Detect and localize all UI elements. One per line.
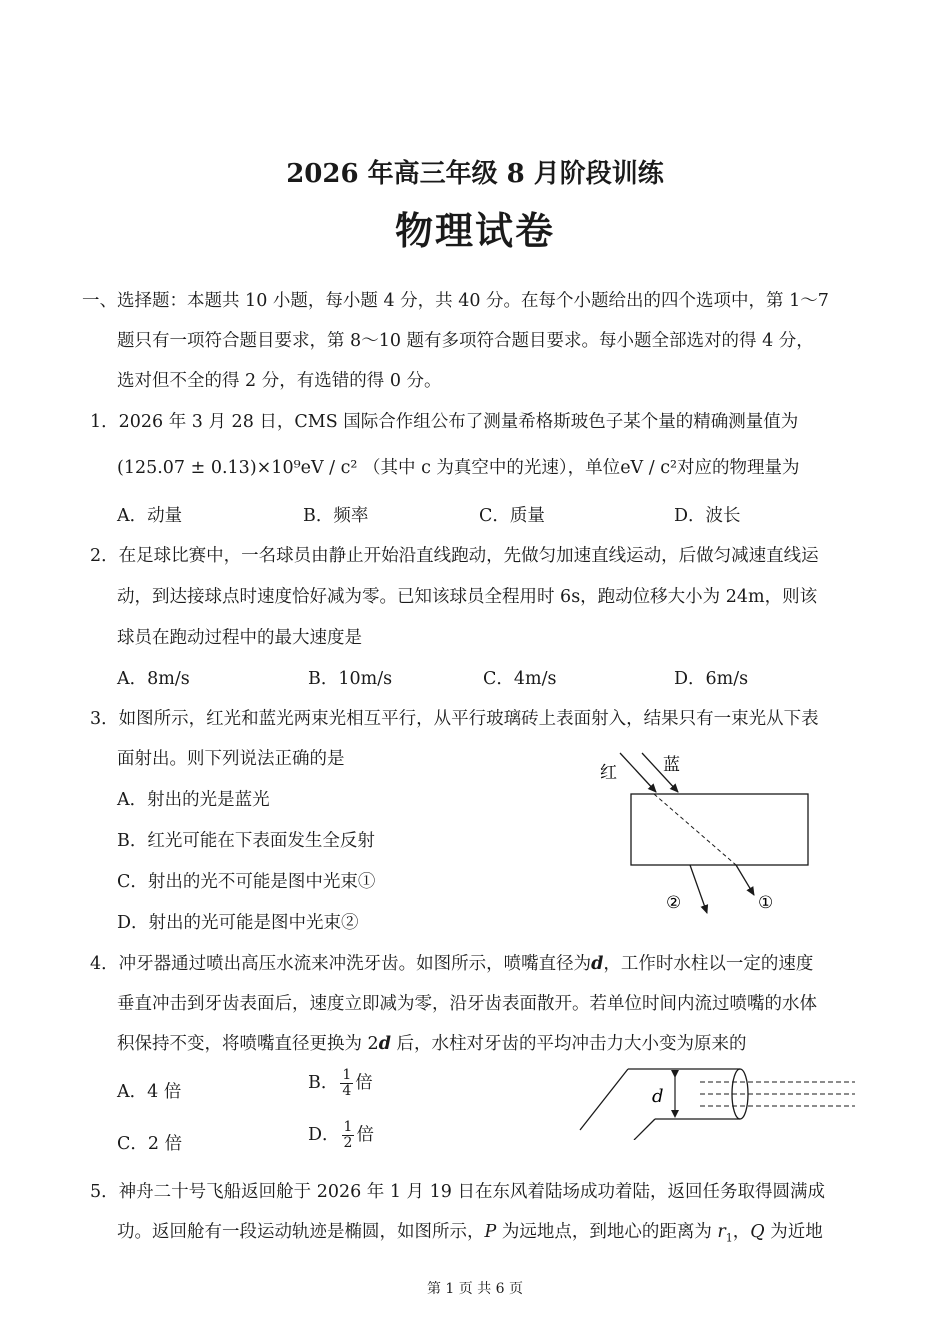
q4-option-c[interactable]: C．2 倍 [117,1134,183,1154]
q4-option-d-suffix: 倍 [356,1125,374,1145]
refracted-beam-inner [654,794,736,865]
q4-stem-line1 [90,950,813,975]
q5-line2-d: 为近地 [764,1222,823,1242]
q1-stem-line2 [117,454,800,479]
q3-option-d[interactable]: D．射出的光可能是图中光束② [117,913,359,933]
q5-line2-b: 为远地点，到地心的距离为 [496,1222,718,1242]
q1-formula: (125.07 ± 0.13)×10⁹eV / c² [117,458,358,478]
exam-subtitle: 物理试卷 [394,208,555,253]
q4-option-b-prefix: B． [308,1073,339,1093]
q3-stem-line1: 3．如图所示，红光和蓝光两束光相互平行，从平行玻璃砖上表面射入，结果只有一束光从下表 [90,709,819,729]
q3-option-c[interactable]: C．射出的光不可能是图中光束① [117,872,376,892]
q2-option-a[interactable]: A．8m/s [117,669,190,689]
frac-num: 1 [343,1119,353,1135]
q4-line1-b: ，工作时水柱以一定的速度 [603,954,814,974]
q5-var-p: P [484,1222,497,1242]
q4-option-d-fraction [342,1120,355,1151]
nozzle-outline-left [580,1069,628,1130]
q3-stem-line2: 面射出。则下列说法正确的是 [117,749,345,769]
glass-block [631,794,808,865]
red-incident-beam [620,753,656,792]
q1-option-a[interactable]: A．动量 [117,506,183,526]
q4-option-d[interactable] [308,1120,374,1151]
q2-option-b[interactable]: B．10m/s [308,669,393,689]
q1-stem-line1: 1．2026 年 3 月 28 日，CMS 国际合作组公布了测量希格斯玻色子某个量的精确测量值为 [90,412,799,432]
label-beam-2: ② [666,893,682,913]
q4-option-b-fraction [340,1068,353,1099]
q1-unit: eV / c² [620,458,678,478]
section1-line1: 一、选择题：本题共 10 小题，每小题 4 分，共 40 分。在每个小题给出的四个选项中，第 1～7 [82,291,829,311]
q4-option-b-suffix: 倍 [355,1073,373,1093]
q3-figure-glass-block [590,745,820,925]
q5-line2-a: 功。返回舱有一段运动轨迹是椭圆，如图所示， [117,1222,485,1242]
label-beam-1: ① [758,893,774,913]
q1-text-mid: （其中 c 为真空中的光速），单位 [363,458,621,478]
q4-var-d: d [591,954,604,974]
q4-option-a[interactable]: A．4 倍 [117,1082,182,1102]
q4-var-d2: d [378,1034,391,1054]
q2-option-c[interactable]: C．4m/s [483,669,557,689]
q5-line2-c: ， [732,1222,751,1242]
q4-option-d-prefix: D． [308,1125,340,1145]
q4-line3-b: 后，水柱对牙齿的平均冲击力大小变为原来的 [390,1034,747,1054]
q2-option-d[interactable]: D．6m/s [674,669,749,689]
q4-stem-line2: 垂直冲击到牙齿表面后，速度立即减为零，沿牙齿表面散开。若单位时间内流过喷嘴的水体 [117,994,817,1014]
q5-var-r1-sub: 1 [725,1231,733,1245]
q2-stem-line1: 2．在足球比赛中，一名球员由静止开始沿直线跑动，先做匀加速直线运动，后做匀减速直线运 [90,546,819,566]
q3-option-a[interactable]: A．射出的光是蓝光 [117,790,270,810]
q1-option-d[interactable]: D．波长 [674,506,741,526]
label-red: 红 [600,763,617,783]
q5-var-q: Q [750,1222,765,1242]
q2-stem-line2: 动，到达接球点时速度恰好减为零。已知该球员全程用时 6s，跑动位移大小为 24m，则该 [117,587,818,607]
section1-line3: 选对但不全的得 2 分，有选错的得 0 分。 [117,371,442,391]
beam-1 [736,865,754,895]
section1-line2: 题只有一项符合题目要求，第 8～10 题有多项符合题目要求。每小题全部选对的得 4 分， [117,331,814,351]
frac-den: 4 [342,1083,352,1099]
q4-line1-a: 4．冲牙器通过喷出高压水流来冲洗牙齿。如图所示，喷嘴直径为 [90,954,592,974]
q4-figure-nozzle [570,1060,860,1140]
q5-stem-line1: 5．神舟二十号飞船返回舱于 2026 年 1 月 19 日在东风着陆场成功着陆，返回任务取得圆满成 [90,1182,825,1202]
q2-stem-line3: 球员在跑动过程中的最大速度是 [117,628,362,648]
q5-stem-line2 [117,1218,823,1245]
q1-option-b[interactable]: B．频率 [303,506,369,526]
q4-option-b[interactable] [308,1068,373,1099]
q3-option-b[interactable]: B．红光可能在下表面发生全反射 [117,831,375,851]
frac-num: 1 [342,1067,352,1083]
q5-var-r1: r [717,1222,726,1242]
page-footer: 第 1 页 共 6 页 [426,1281,524,1297]
label-d: d [652,1086,664,1107]
q1-text-end: 对应的物理量为 [677,458,800,478]
nozzle-outline-bottom-left [634,1119,655,1140]
frac-den: 2 [343,1135,353,1151]
label-blue: 蓝 [663,755,680,775]
exam-title: 2026 年高三年级 8 月阶段训练 [286,159,664,189]
q1-option-c[interactable]: C．质量 [479,506,545,526]
q4-stem-line3 [117,1030,747,1055]
q4-line3-a: 积保持不变，将喷嘴直径更换为 2 [117,1034,379,1054]
beam-2 [690,865,707,913]
